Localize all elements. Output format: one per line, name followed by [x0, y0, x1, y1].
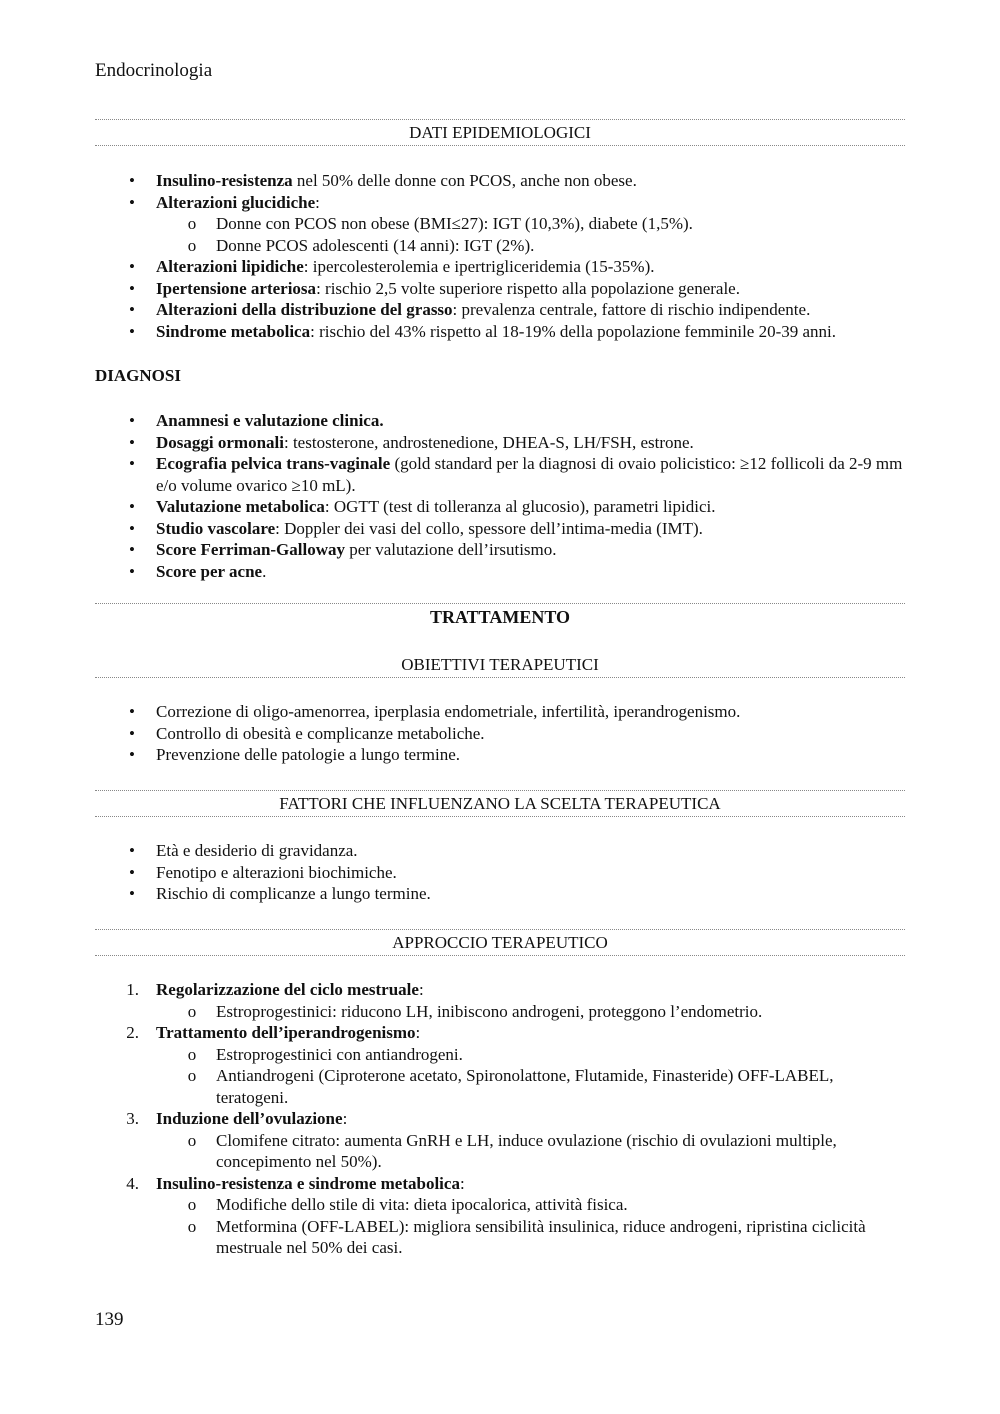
bullet-glyph: • [129, 192, 135, 212]
item-text: Donne con PCOS non obese (BMI≤27): IGT (10,3%), diabete (1,5%). [216, 214, 693, 233]
sub-list-item [95, 1194, 905, 1216]
item-text: Controllo di obesità e complicanze metaboliche. [156, 723, 485, 743]
list-item [95, 453, 905, 496]
bullet-glyph: • [129, 723, 135, 743]
item-text: . [262, 561, 267, 581]
item-text: : rischio 2,5 volte superiore rispetto alla popolazione generale. [316, 278, 740, 298]
section-heading-diagnosis: DIAGNOSI [95, 366, 181, 385]
item-text: Fenotipo e alterazioni biochimiche. [156, 862, 397, 882]
item-term: Score Ferriman-Galloway [156, 540, 346, 559]
list-item [95, 410, 905, 432]
bullet-glyph: • [129, 745, 135, 764]
subsection-heading-approach: APPROCCIO TERAPEUTICO [95, 929, 905, 956]
numbered-item [95, 979, 905, 1001]
sub-bullet-glyph: o [187, 1130, 197, 1150]
list-item [95, 744, 905, 766]
sub-list-item [95, 1001, 905, 1023]
sub-bullet-glyph: o [187, 1001, 197, 1021]
list-item [95, 192, 905, 214]
sub-bullet-glyph: o [187, 214, 197, 233]
item-text: : [342, 1109, 348, 1128]
sub-list-item [95, 1044, 905, 1066]
sub-list-item [95, 235, 905, 257]
bullet-glyph: • [129, 321, 135, 341]
list-item [95, 496, 905, 518]
approach-list [95, 979, 905, 1259]
item-text: Donne PCOS adolescenti (14 anni): IGT (2%). [216, 235, 535, 255]
list-item [95, 299, 905, 321]
item-text: : [415, 1023, 421, 1042]
sub-bullet-glyph: o [187, 1044, 197, 1064]
item-term: Dosaggi ormonali [156, 432, 284, 452]
list-item [95, 278, 905, 300]
item-text: Antiandrogeni (Ciproterone acetato, Spironolattone, Flutamide, Finasteride) OFF-LABEL, teratogeni. [216, 1066, 834, 1107]
list-item [95, 723, 905, 745]
item-text: : ipercolesterolemia e ipertrigliceridemia (15-35%). [303, 257, 655, 276]
item-number: 1. [126, 980, 139, 999]
item-text: : testosterone, androstenedione, DHEA-S, LH/FSH, estrone. [283, 432, 694, 452]
bullet-glyph: • [129, 454, 135, 473]
item-term: Ipertensione arteriosa [156, 278, 317, 298]
bullet-glyph: • [129, 278, 135, 298]
running-header: Endocrinologia [95, 60, 213, 81]
item-text: : [315, 192, 320, 212]
item-term: Score per acne [156, 561, 263, 581]
list-item [95, 321, 905, 343]
item-term: Regolarizzazione del ciclo mestruale [156, 980, 419, 999]
list-item [95, 432, 905, 454]
item-term: Ecografia pelvica trans-vaginale [156, 454, 391, 473]
item-term: Alterazioni lipidiche [156, 257, 304, 276]
bullet-glyph: • [129, 841, 135, 860]
item-text: Rischio di complicanze a lungo termine. [156, 884, 431, 903]
item-text: per valutazione dell’irsutismo. [345, 540, 557, 559]
page-number: 139 [95, 1309, 124, 1330]
item-text: : [459, 1173, 465, 1193]
sub-bullet-glyph: o [187, 235, 197, 255]
bullet-glyph: • [129, 561, 135, 581]
list-item [95, 561, 905, 583]
item-term: Trattamento dell’iperandrogenismo [156, 1023, 416, 1042]
item-number: 3. [126, 1109, 139, 1128]
bullet-glyph: • [129, 862, 135, 882]
item-text: : [418, 980, 424, 999]
diagnosis-list [95, 410, 905, 582]
epidemiology-list [95, 170, 905, 342]
item-text: Metformina (OFF-LABEL): migliora sensibilità insulinica, riduce androgeni, ripristina ciclicità mestruale nel 50% dei casi. [216, 1216, 866, 1257]
item-term: Insulino-resistenza e sindrome metabolica [156, 1173, 460, 1193]
item-term: Insulino-resistenza [156, 171, 293, 190]
bullet-glyph: • [129, 432, 135, 452]
section-heading-treatment: TRATTAMENTO [95, 603, 905, 628]
bullet-glyph: • [129, 497, 135, 516]
bullet-glyph: • [129, 540, 135, 559]
sub-bullet-glyph: o [187, 1195, 197, 1214]
item-term: Alterazioni glucidiche [156, 192, 316, 212]
list-item [95, 256, 905, 278]
list-item [95, 701, 905, 723]
item-text: Clomifene citrato: aumenta GnRH e LH, induce ovulazione (rischio di ovulazioni multiple, concepimento nel 50%). [216, 1130, 837, 1171]
sub-list-item [95, 1130, 905, 1173]
list-item [95, 539, 905, 561]
item-text: Prevenzione delle patologie a lungo termine. [156, 745, 461, 764]
bullet-glyph: • [129, 300, 135, 319]
list-item [95, 840, 905, 862]
sub-bullet-glyph: o [187, 1066, 197, 1085]
item-text: Età e desiderio di gravidanza. [156, 841, 358, 860]
item-term: Induzione dell’ovulazione [156, 1109, 343, 1128]
subsection-heading-factors: FATTORI CHE INFLUENZANO LA SCELTA TERAPEUTICA [95, 790, 905, 817]
objectives-list [95, 701, 905, 766]
numbered-item [95, 1173, 905, 1195]
bullet-glyph: • [129, 702, 135, 721]
item-text: Modifiche dello stile di vita: dieta ipocalorica, attività fisica. [216, 1195, 628, 1214]
bullet-glyph: • [129, 257, 135, 276]
sub-list-item [95, 1065, 905, 1108]
factors-list [95, 840, 905, 905]
item-text: (gold standard per la diagnosi di ovaio policistico: ≥12 follicoli da 2-9 mm e/o volume ovarico ≥10 mL). [156, 454, 903, 495]
bullet-glyph: • [129, 884, 135, 903]
item-text: : rischio del 43% rispetto al 18-19% della popolazione femminile 20-39 anni. [310, 321, 837, 341]
item-text: Correzione di oligo-amenorrea, iperplasia endometriale, infertilità, iperandrogenismo. [156, 702, 741, 721]
bullet-glyph: • [129, 411, 135, 430]
item-text: Estroprogestinici con antiandrogeni. [216, 1044, 463, 1064]
numbered-item [95, 1022, 905, 1044]
numbered-item [95, 1108, 905, 1130]
item-term: Alterazioni della distribuzione del grasso [156, 300, 453, 319]
list-item [95, 518, 905, 540]
item-text: Estroprogestinici: riducono LH, inibiscono androgeni, proteggono l’endometrio. [216, 1001, 763, 1021]
item-term: Anamnesi e valutazione clinica. [156, 411, 384, 430]
item-term: Valutazione metabolica [156, 497, 325, 516]
bullet-glyph: • [129, 518, 135, 538]
sub-list-item [95, 1216, 905, 1259]
subsection-heading-objectives: OBIETTIVI TERAPEUTICI [95, 654, 905, 678]
list-item [95, 862, 905, 884]
list-item [95, 170, 905, 192]
item-text: : Doppler dei vasi del collo, spessore dell’intima-media (IMT). [275, 518, 703, 538]
item-text: : prevalenza centrale, fattore di rischio indipendente. [452, 300, 811, 319]
item-number: 4. [126, 1173, 139, 1193]
item-text: nel 50% delle donne con PCOS, anche non obese. [292, 171, 637, 190]
sub-bullet-glyph: o [187, 1216, 197, 1236]
item-term: Studio vascolare [156, 518, 276, 538]
section-heading-epidemiology: DATI EPIDEMIOLOGICI [95, 119, 905, 146]
bullet-glyph: • [129, 171, 135, 190]
sub-list-item [95, 213, 905, 235]
item-term: Sindrome metabolica [156, 321, 311, 341]
list-item [95, 883, 905, 905]
item-number: 2. [126, 1023, 139, 1042]
item-text: : OGTT (test di tolleranza al glucosio), parametri lipidici. [324, 497, 716, 516]
